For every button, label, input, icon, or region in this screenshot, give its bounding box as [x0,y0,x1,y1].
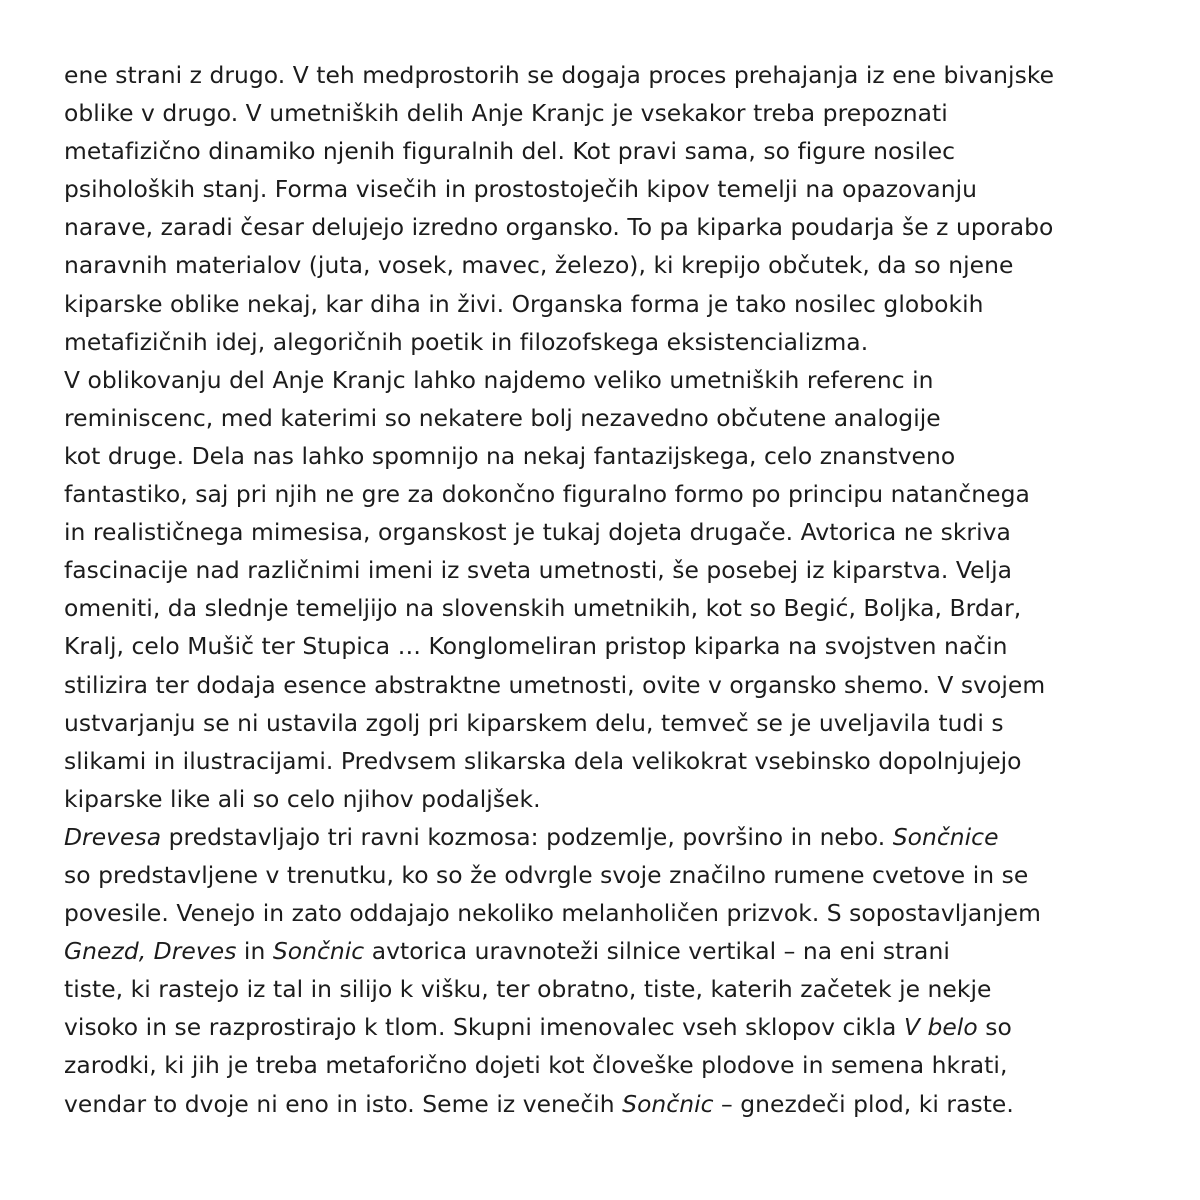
text-line [64,1085,1164,1123]
document-body [64,56,1164,1123]
artwork-title: Sončnic [622,1089,714,1118]
text-line [64,1008,1164,1046]
paragraph-1 [64,56,1164,361]
text-run: in [236,937,273,966]
text-line: in realističnega mimesisa, organskost je tukaj dojeta drugače. Avtorica ne skriva [64,518,1011,547]
text-line: kiparske like ali so celo njihov podaljšek. [64,784,541,813]
text-line: stilizira ter dodaja esence abstraktne umetnosti, ovite v organsko shemo. V svojem [64,670,1046,699]
text-line: zarodki, ki jih je treba metaforično dojeti kot človeške plodove in semena hkrati, [64,1051,1008,1080]
text-run: visoko in se razprostirajo k tlom. Skupni imenovalec vseh sklopov cikla [64,1013,904,1042]
cycle-title: V belo [903,1013,978,1042]
text-run: avtorica uravnoteži silnice vertikal – na eni strani [364,937,950,966]
text-line: ustvarjanju se ni ustavila zgolj pri kiparskem delu, temveč se je uveljavila tudi s [64,708,1004,737]
text-run: predstavljajo tri ravni kozmosa: podzemlje, površino in nebo. [161,822,893,851]
artwork-title: Drevesa [64,822,162,851]
text-line: fascinacije nad različnimi imeni iz sveta umetnosti, še posebej iz kiparstva. Velja [64,556,1012,585]
text-run: so [977,1013,1012,1042]
text-line: fantastiko, saj pri njih ne gre za dokončno figuralno formo po principu natančnega [64,480,1030,509]
text-line: psiholoških stanj. Forma visečih in prostostoječih kipov temelji na opazovanju [64,175,977,204]
text-line: V oblikovanju del Anje Kranjc lahko najdemo veliko umetniških referenc in [64,365,934,394]
paragraph-3 [64,818,1164,1123]
text-line: narave, zaradi česar delujejo izredno organsko. To pa kiparka poudarja še z uporabo [64,213,1054,242]
text-line: kiparske oblike nekaj, kar diha in živi. Organska forma je tako nosilec globokih [64,289,984,318]
text-line: metafizično dinamiko njenih figuralnih del. Kot pravi sama, so figure nosilec [64,137,956,166]
text-line: so predstavljene v trenutku, ko so že odvrgle svoje značilno rumene cvetove in se [64,860,1029,889]
text-line: reminiscenc, med katerimi so nekatere bolj nezavedno občutene analogije [64,403,941,432]
text-run: vendar to dvoje ni eno in isto. Seme iz venečih [64,1089,623,1118]
text-line: kot druge. Dela nas lahko spomnijo na nekaj fantazijskega, celo znanstveno [64,441,956,470]
text-line: slikami in ilustracijami. Predvsem slikarska dela velikokrat vsebinsko dopolnjujejo [64,746,1022,775]
text-line: tiste, ki rastejo iz tal in silijo k višku, ter obratno, tiste, katerih začetek je nekje [64,975,992,1004]
artwork-title: Sončnic [272,937,365,966]
text-line: metafizičnih idej, alegoričnih poetik in filozofskega eksistencializma. [64,327,869,356]
text-line [64,818,1164,856]
artwork-title: Gnezd, Dreves [64,937,237,966]
text-line: ene strani z drugo. V teh medprostorih se dogaja proces prehajanja iz ene bivanjske [64,61,1055,89]
text-line: oblike v drugo. V umetniških delih Anje Kranjc je vsekakor treba prepoznati [64,99,948,128]
paragraph-2 [64,361,1164,818]
text-line: povesile. Venejo in zato oddajajo nekoliko melanholičen prizvok. S sopostavljanjem [64,899,1041,928]
artwork-title: Sončnice [892,822,999,851]
text-line [64,932,1164,970]
text-run: – gnezdeči plod, ki raste. [713,1089,1014,1118]
text-line: Kralj, celo Mušič ter Stupica … Konglomeliran pristop kiparka na svojstven način [64,632,1008,661]
text-line: naravnih materialov (juta, vosek, mavec, železo), ki krepijo občutek, da so njene [64,251,1014,280]
text-line: omeniti, da slednje temeljijo na slovenskih umetnikih, kot so Begić, Boljka, Brdar, [64,594,1022,623]
